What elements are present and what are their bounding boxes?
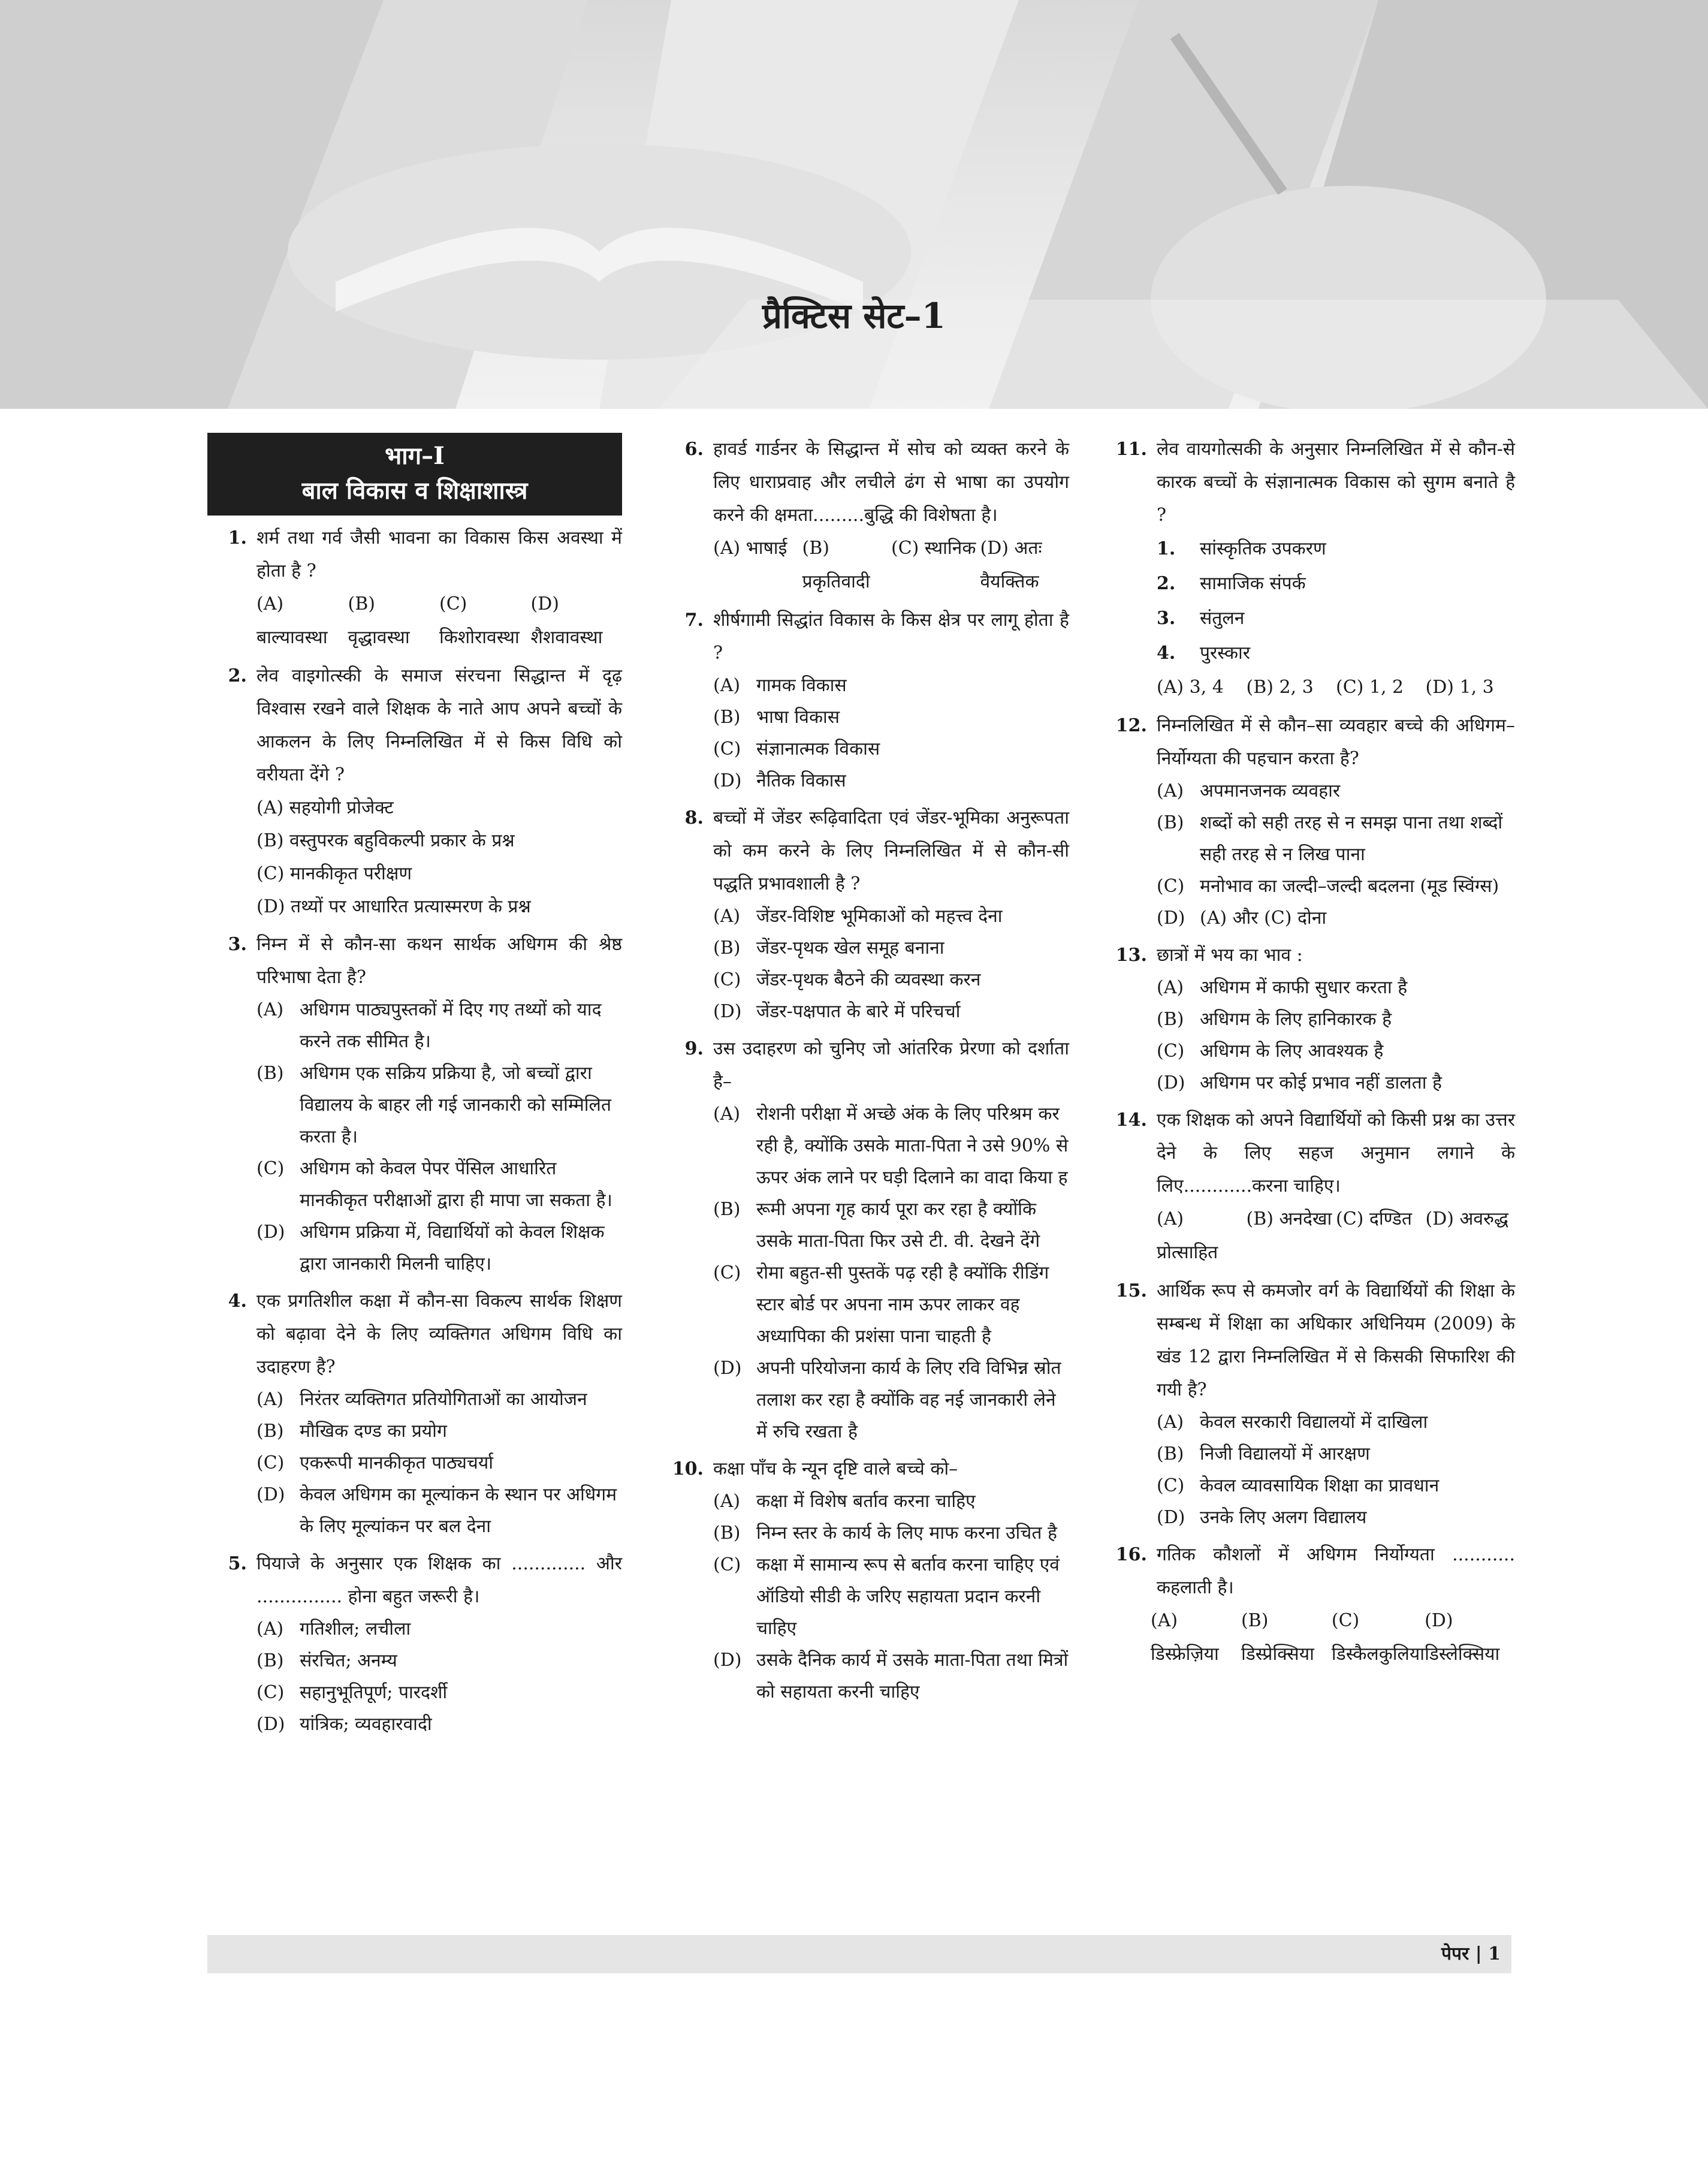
option-c[interactable]: (C) किशोरावस्था [439, 593, 520, 648]
question-number: 5. [228, 1553, 247, 1574]
question-text: कक्षा पाँच के न्यून दृष्टि वाले बच्चे को– [713, 1458, 958, 1479]
option-a[interactable]: (A) रोशनी परीक्षा में अच्छे अंक के लिए परिश्रम कर रही है, क्योंकि उसके माता-पिता ने उसे 90% से ऊपर अंक लाने पर घड़ी दिलाने का वादा किया ह [713, 1104, 1069, 1188]
option-d[interactable]: (D) अपनी परियोजना कार्य के लिए रवि विभिन्न स्रोत तलाश कर रहा है क्योंकि वह नई जानकारी लेने में रुचि रखता है [713, 1358, 1061, 1442]
question-number: 9. [684, 1038, 704, 1059]
question-number: 1. [228, 528, 247, 548]
question-text: पियाजे के अनुसार एक शिक्षक का ............. और ............... होना बहुत जरूरी है। [256, 1553, 622, 1607]
option-a[interactable]: (A) जेंडर-विशिष्ट भूमिकाओं को महत्त्व देना [713, 906, 1003, 927]
question-11 [1108, 433, 1515, 704]
option-c[interactable]: (C) एकरूपी मानकीकृत पाठ्यचर्या [256, 1452, 494, 1473]
option-b[interactable]: (B) शब्दों को सही तरह से न समझ पाना तथा शब्दों सही तरह से न लिख पाना [1157, 812, 1503, 865]
option-d[interactable]: (D) यांत्रिक; व्यवहारवादी [256, 1714, 432, 1735]
question-number: 2. [228, 665, 247, 686]
question-text: निम्नलिखित में से कौन–सा व्यवहार बच्चे की अधिगम–निर्योग्यता की पहचान करता है? [1157, 715, 1515, 769]
option-c[interactable]: (C) मनोभाव का जल्दी–जल्दी बदलना (मूड स्विंग्स) [1157, 876, 1499, 897]
options-grid [713, 532, 1069, 599]
question-text: बच्चों में जेंडर रूढ़िवादिता एवं जेंडर-भूमिका अनुरूपता को कम करने के लिए निम्नलिखित में से कौन-सी पद्धति प्रभावशाली है ? [713, 807, 1069, 894]
option-c[interactable]: (C) कक्षा में सामान्य रूप से बर्ताव करना चाहिए एवं ऑडियो सीडी के जरिए सहायता प्रदान करनी चाहिए [713, 1554, 1060, 1639]
question-number: 8. [684, 807, 704, 828]
question-number: 3. [228, 934, 247, 955]
question-text: शर्म तथा गर्व जैसी भावना का विकास किस अवस्था में होता है ? [256, 528, 622, 581]
statement-3: 3. संतुलन [1157, 608, 1245, 629]
question-12 [1108, 709, 1515, 934]
question-text: गतिक कौशलों में अधिगम निर्योग्यता ........... कहलाती है। [1157, 1544, 1515, 1598]
section-subject-title: बाल विकास व शिक्षाशास्त्र [301, 477, 528, 505]
option-a[interactable]: (A) कक्षा में विशेष बर्ताव करना चाहिए [713, 1491, 976, 1512]
option-b[interactable]: (B) मौखिक दण्ड का प्रयोग [256, 1421, 447, 1442]
option-a[interactable]: (A) डिस्फ्रेज़िया [1151, 1610, 1219, 1665]
question-text: हावर्ड गार्डनर के सिद्धान्त में सोच को व्यक्त करने के लिए धाराप्रवाह और लचीले ढंग से भाषा का उपयोग करने की क्षमता.........बुद्धि की विशेषता है। [713, 439, 1069, 526]
section-header [207, 433, 622, 516]
question-text: आर्थिक रूप से कमजोर वर्ग के विद्यार्थियों की शिक्षा के सम्बन्ध में शिक्षा का अधिकार अधिनियम (2009) के खंड 12 द्वारा निम्नलिखित में से किसकी सिफारिश की गयी है? [1157, 1280, 1515, 1400]
question-1 [207, 522, 622, 655]
question-15 [1108, 1274, 1515, 1533]
option-c[interactable]: (C) डिस्कैलकुलिया [1331, 1610, 1425, 1665]
option-a[interactable]: (A) सहयोगी प्रोजेक्ट [256, 797, 394, 818]
option-a[interactable]: (A) अधिगम पाठ्यपुस्तकों में दिए गए तथ्यों को याद करने तक सीमित है। [256, 999, 602, 1052]
option-a[interactable]: (A) प्रोत्साहित [1157, 1208, 1218, 1263]
option-a[interactable]: (A) निरंतर व्यक्तिगत प्रतियोगिताओं का आयोजन [256, 1389, 587, 1410]
option-d[interactable]: (D) तथ्यों पर आधारित प्रत्यास्मरण के प्रश्न [256, 896, 531, 917]
option-c[interactable]: (C) अधिगम को केवल पेपर पेंसिल आधारित मानकीकृत परीक्षाओं द्वारा ही मापा जा सकता है। [256, 1158, 612, 1211]
question-text: लेव वायगोत्सकी के अनुसार निम्नलिखित में से कौन-से कारक बच्चों के संज्ञानात्मक विकास को सुगम बनाते है ? [1157, 439, 1515, 526]
options-grid [1157, 1202, 1515, 1270]
option-d[interactable]: (D) (A) और (C) दोना [1157, 908, 1327, 929]
question-text: लेव वाइगोत्स्की के समाज संरचना सिद्धान्त में दृढ़ विश्वास रखने वाले शिक्षक के नाते आप अपने बच्चों के आकलन के लिए निम्नलिखित में से किस विधि को वरीयता देंगे ? [256, 665, 622, 785]
question-text: छात्रों में भय का भाव : [1157, 945, 1303, 966]
question-text: शीर्षगामी सिद्धांत विकास के किस क्षेत्र पर लागू होता है ? [713, 610, 1069, 664]
banner-background-image [0, 0, 1708, 409]
question-3 [207, 928, 622, 1280]
question-text: एक शिक्षक को अपने विद्यार्थियों को किसी प्रश्न का उत्तर देने के लिए सहज अनुमान लगाने के लिए............करना चाहिए। [1157, 1110, 1515, 1196]
option-d[interactable]: (D) जेंडर-पक्षपात के बारे में परिचर्चा [713, 1001, 961, 1022]
question-number: 7. [684, 610, 704, 631]
option-c[interactable]: (C) मानकीकृत परीक्षण [256, 863, 412, 884]
option-c[interactable]: (C) 1, 2 [1336, 677, 1404, 698]
statement-4: 4. पुरस्कार [1157, 643, 1251, 664]
option-d[interactable]: (D) अवरुद्ध [1425, 1208, 1509, 1229]
option-b[interactable]: (B) अनदेखा [1246, 1208, 1332, 1229]
question-number: 4. [228, 1291, 247, 1312]
statement-2: 2. सामाजिक संपर्क [1157, 573, 1306, 594]
option-d[interactable]: (D) अधिगम प्रक्रिया में, विद्यार्थियों को केवल शिक्षक द्वारा जानकारी मिलनी चाहिए। [256, 1222, 605, 1274]
option-b[interactable]: (B) अधिगम एक सक्रिय प्रक्रिया है, जो बच्चों द्वारा विद्यालय के बाहर ली गई जानकारी को सम्मिलित करता है। [256, 1063, 611, 1147]
option-b[interactable]: (B) भाषा विकास [713, 707, 840, 728]
options-grid [256, 587, 622, 655]
question-7 [664, 604, 1069, 797]
question-number: 11. [1115, 439, 1147, 460]
question-10 [664, 1452, 1069, 1708]
option-c[interactable]: (C) संज्ञानात्मक विकास [713, 739, 880, 759]
question-number: 10. [672, 1458, 704, 1479]
option-c[interactable]: (C) जेंडर-पृथक बैठने की व्यवस्था करन [713, 969, 981, 990]
question-number: 12. [1115, 715, 1147, 736]
question-14 [1108, 1104, 1515, 1270]
option-d[interactable]: (D) अधिगम पर कोई प्रभाव नहीं डालता है [1157, 1072, 1442, 1093]
option-a[interactable]: (A) गामक विकास [713, 675, 847, 696]
option-b[interactable]: (B) जेंडर-पृथक खेल समूह बनाना [713, 938, 944, 959]
column-2 [664, 433, 1069, 1713]
option-b[interactable]: (B) अधिगम के लिए हानिकारक है [1157, 1009, 1392, 1030]
option-b[interactable]: (B) वृद्धावस्था [348, 593, 410, 648]
section-part-label: भाग–I [385, 442, 445, 470]
header-banner [0, 0, 1708, 409]
option-d[interactable]: (D) डिस्लेक्सिया [1425, 1610, 1500, 1665]
question-9 [664, 1032, 1069, 1448]
question-13 [1108, 939, 1515, 1099]
option-b[interactable]: (B) रूमी अपना गृह कार्य पूरा कर रहा है क्योंकि उसके माता-पिता फिर उसे टी. वी. देखने देंगे [713, 1199, 1040, 1252]
question-6 [664, 433, 1069, 599]
option-c[interactable]: (C) अधिगम के लिए आवश्यक है [1157, 1041, 1384, 1062]
option-b[interactable]: (B) निजी विद्यालयों में आरक्षण [1157, 1443, 1370, 1464]
option-a[interactable]: (A) अपमानजनक व्यवहार [1157, 780, 1341, 801]
option-b[interactable]: (B) प्रकृतिवादी [802, 538, 870, 592]
column-1 [207, 433, 622, 1745]
option-b[interactable]: (B) वस्तुपरक बहुविकल्पी प्रकार के प्रश्न [256, 830, 515, 851]
option-a[interactable]: (A) बाल्यावस्था [256, 593, 328, 648]
option-a[interactable]: (A) भाषाई [713, 538, 787, 559]
page-title: प्रैक्टिस सेट–1 [762, 296, 946, 336]
question-text: एक प्रगतिशील कक्षा में कौन-सा विकल्प सार्थक शिक्षण को बढ़ावा देने के लिए व्यक्तिगत अधिगम विधि का उदाहरण है? [256, 1291, 622, 1378]
option-d[interactable]: (D) केवल अधिगम का मूल्यांकन के स्थान पर अधिगम के लिए मूल्यांकन पर बल देना [256, 1484, 617, 1537]
option-c[interactable]: (C) रोमा बहुत-सी पुस्तकें पढ़ रही है क्योंकि रीडिंग स्टार बोर्ड पर अपना नाम ऊपर लाकर वह अध्यापिका की प्रशंसा पाना चाहती है [713, 1262, 1049, 1347]
option-b[interactable]: (B) 2, 3 [1246, 677, 1314, 698]
question-5 [207, 1547, 622, 1740]
column-3 [1108, 433, 1515, 1676]
option-c[interactable]: (C) केवल व्यावसायिक शिक्षा का प्रावधान [1157, 1475, 1440, 1496]
statement-1: 1. सांस्कृतिक उपकरण [1157, 538, 1326, 559]
question-number: 14. [1115, 1110, 1147, 1131]
option-b[interactable]: (B) डिस्प्रेक्सिया [1241, 1610, 1314, 1665]
option-c[interactable]: (C) सहानुभूतिपूर्ण; पारदर्शी [256, 1682, 448, 1703]
option-d[interactable]: (D) उनके लिए अलग विद्यालय [1157, 1507, 1367, 1528]
option-a[interactable]: (A) गतिशील; लचीला [256, 1618, 411, 1639]
option-a[interactable]: (A) 3, 4 [1157, 677, 1224, 698]
question-8 [664, 801, 1069, 1027]
question-4 [207, 1285, 622, 1542]
question-number: 6. [684, 439, 704, 460]
option-a[interactable]: (A) अधिगम में काफी सुधार करता है [1157, 977, 1408, 998]
options-grid [1151, 1604, 1515, 1671]
option-b[interactable]: (B) संरचित; अनम्य [256, 1650, 397, 1671]
option-d[interactable]: (D) शैशवावस्था [530, 593, 603, 648]
option-a[interactable]: (A) केवल सरकारी विद्यालयों में दाखिला [1157, 1412, 1428, 1433]
option-d[interactable]: (D) 1, 3 [1425, 677, 1494, 698]
question-16 [1108, 1538, 1515, 1671]
question-text: निम्न में से कौन-सा कथन सार्थक अधिगम की श्रेष्ठ परिभाषा देता है? [256, 934, 622, 988]
options-grid [1157, 671, 1515, 704]
option-b[interactable]: (B) निम्न स्तर के कार्य के लिए माफ करना उचित है [713, 1523, 1057, 1544]
page-number: पेपर | 1 [1441, 1943, 1501, 1964]
footer-bar [207, 1935, 1511, 1973]
question-number: 16. [1115, 1544, 1147, 1565]
option-d[interactable]: (D) नैतिक विकास [713, 770, 846, 791]
question-text: उस उदाहरण को चुनिए जो आंतरिक प्रेरणा को दर्शाता है– [713, 1038, 1069, 1092]
question-2 [207, 659, 622, 923]
option-c[interactable]: (C) स्थानिक [891, 538, 976, 559]
option-d[interactable]: (D) अतः वैयक्तिक [980, 538, 1042, 592]
option-c[interactable]: (C) दण्डित [1336, 1208, 1412, 1229]
question-number: 15. [1115, 1280, 1147, 1301]
question-number: 13. [1115, 945, 1147, 966]
option-d[interactable]: (D) उसके दैनिक कार्य में उसके माता-पिता तथा मित्रों को सहायता करनी चाहिए [713, 1650, 1069, 1702]
